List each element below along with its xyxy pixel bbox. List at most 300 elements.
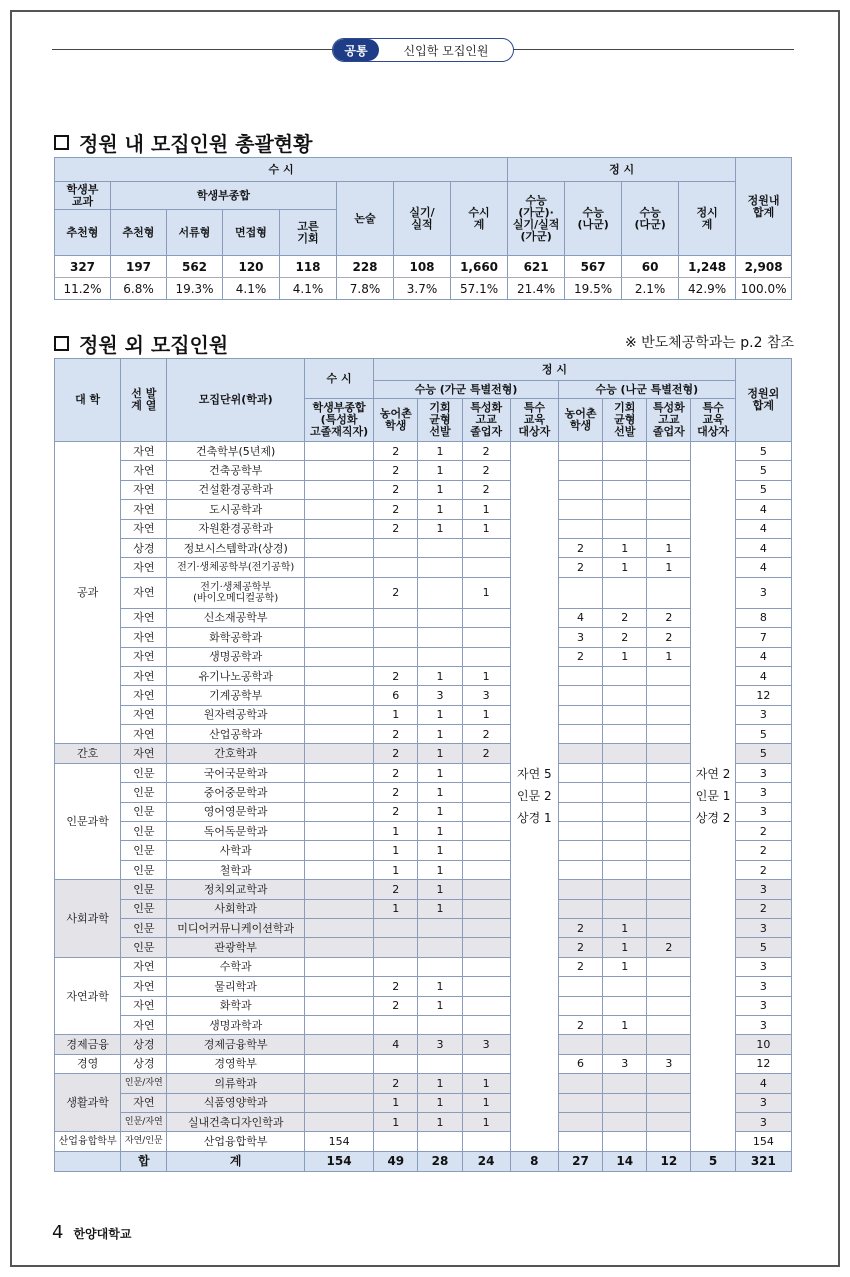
- ga-nong-cell: [374, 1015, 418, 1034]
- ga-teuk-cell: [462, 763, 510, 782]
- row-total-cell: 4: [735, 558, 791, 577]
- section2-title-text: 정원 외 모집인원: [79, 333, 229, 357]
- susi-cell: [304, 957, 373, 976]
- total-gg: 28: [418, 1151, 462, 1171]
- susi-cell: [304, 938, 373, 957]
- ga-gihoe-cell: [418, 938, 462, 957]
- na-nong-cell: [558, 1132, 602, 1151]
- na-gihoe-cell: [603, 822, 647, 841]
- susi-cell: [304, 647, 373, 666]
- total-label-1: [55, 1151, 121, 1171]
- na-teuk-cell: [647, 802, 691, 821]
- ga-gihoe-cell: 1: [418, 705, 462, 724]
- na-teuk-cell: 1: [647, 538, 691, 557]
- ga-nong-cell: 2: [374, 480, 418, 499]
- row-total-cell: 12: [735, 1054, 791, 1073]
- na-teuk-cell: 2: [647, 628, 691, 647]
- ga-teuk-cell: [462, 783, 510, 802]
- na-nong-cell: 2: [558, 647, 602, 666]
- na-nong-cell: [558, 1074, 602, 1093]
- summary-percent: 7.8%: [337, 278, 394, 300]
- gyogwa-header: 학생부 교과: [55, 182, 111, 210]
- table-row: [55, 802, 792, 821]
- ga-teuk-cell: [462, 822, 510, 841]
- na-teuk-cell: [647, 705, 691, 724]
- ga-teuk-cell: 1: [462, 1093, 510, 1112]
- row-total-cell: 12: [735, 686, 791, 705]
- summary-value: 118: [280, 256, 337, 278]
- unit-cell: 미디어커뮤니케이션학과: [167, 918, 305, 937]
- summary-table: [54, 157, 792, 300]
- unit-cell: 산업융합학부: [167, 1132, 305, 1151]
- na-gihoe-header: 기회 균형 선발: [603, 399, 647, 442]
- na-nong-cell: [558, 500, 602, 519]
- na-nong-cell: [558, 577, 602, 608]
- ga-nong-cell: [374, 628, 418, 647]
- susi-cell: [304, 763, 373, 782]
- table-row: [55, 996, 792, 1015]
- summary-percent: 3.7%: [394, 278, 451, 300]
- ga-gihoe-cell: 1: [418, 461, 462, 480]
- ga-teuk-cell: [462, 1054, 510, 1073]
- na-teuksu-header: 특수 교육 대상자: [691, 399, 735, 442]
- outside-total-header: 정원외 합계: [735, 359, 791, 442]
- ga-teuk-cell: [462, 628, 510, 647]
- table-row: [55, 957, 792, 976]
- unit-cell: 실내건축디자인학과: [167, 1112, 305, 1131]
- summary-percent: 11.2%: [55, 278, 111, 300]
- table-row: [55, 558, 792, 577]
- susi-cell: [304, 918, 373, 937]
- ga-teuk-cell: [462, 977, 510, 996]
- ga-nong-cell: 1: [374, 1112, 418, 1131]
- na-teuk-cell: [647, 996, 691, 1015]
- row-total-cell: 3: [735, 783, 791, 802]
- section2-note: ※ 반도체공학과는 p.2 참조: [624, 335, 794, 351]
- unit-cell: 식품영양학과: [167, 1093, 305, 1112]
- summary-value: 1,248: [679, 256, 736, 278]
- na-gihoe-cell: [603, 977, 647, 996]
- summary-value: 621: [508, 256, 565, 278]
- ga-nong-cell: 4: [374, 1035, 418, 1054]
- track-cell: 인문: [121, 938, 167, 957]
- chucheon-header-1: 추천형: [55, 210, 111, 256]
- na-nong-cell: 6: [558, 1054, 602, 1073]
- college-cell: 간호: [55, 744, 121, 763]
- na-nong-cell: [558, 880, 602, 899]
- na-nong-cell: 3: [558, 628, 602, 647]
- goreun-header: 고른 기회: [280, 210, 337, 256]
- na-teuk-cell: [647, 461, 691, 480]
- college-cell: 경제금융: [55, 1035, 121, 1054]
- ga-nong-cell: 2: [374, 744, 418, 763]
- unit-cell: 관광학부: [167, 938, 305, 957]
- na-teuk-cell: [647, 1093, 691, 1112]
- ga-teuk-cell: [462, 841, 510, 860]
- row-total-cell: 154: [735, 1132, 791, 1151]
- table-row: [55, 938, 792, 957]
- ga-gihoe-cell: [418, 608, 462, 627]
- row-total-cell: 4: [735, 666, 791, 685]
- ga-gihoe-cell: 1: [418, 899, 462, 918]
- ga-teuk-cell: 1: [462, 666, 510, 685]
- ga-nong-cell: 2: [374, 996, 418, 1015]
- unit-cell: 건축학부(5년제): [167, 442, 305, 461]
- na-nong-cell: [558, 519, 602, 538]
- ga-nong-cell: 2: [374, 666, 418, 685]
- susi-total-header: 수시 계: [451, 182, 508, 256]
- row-total-cell: 4: [735, 500, 791, 519]
- track-cell: 인문: [121, 822, 167, 841]
- ga-gihoe-cell: [418, 957, 462, 976]
- row-total-cell: 5: [735, 938, 791, 957]
- college-cell: 생활과학: [55, 1074, 121, 1132]
- na-nong-cell: [558, 783, 602, 802]
- track-cell: 자연: [121, 519, 167, 538]
- susi-cell: [304, 841, 373, 860]
- na-gihoe-cell: [603, 1132, 647, 1151]
- ga-gihoe-cell: [418, 577, 462, 608]
- ga-teuk-cell: 1: [462, 1074, 510, 1093]
- na-gihoe-cell: [603, 996, 647, 1015]
- jeongsi-header-2: 정 시: [374, 359, 736, 381]
- track-cell: 자연: [121, 647, 167, 666]
- ga-teuk-header: 특성화 고교 졸업자: [462, 399, 510, 442]
- ga-gihoe-cell: 3: [418, 1035, 462, 1054]
- susi-cell: [304, 822, 373, 841]
- inside-total-header: 정원내 합계: [736, 158, 792, 256]
- na-teuk-cell: [647, 841, 691, 860]
- na-nong-cell: [558, 666, 602, 685]
- ga-nong-cell: 2: [374, 802, 418, 821]
- ga-gihoe-cell: [418, 558, 462, 577]
- table-row: [55, 480, 792, 499]
- ga-gihoe-cell: [418, 918, 462, 937]
- na-nong-cell: 2: [558, 1015, 602, 1034]
- row-total-cell: 5: [735, 461, 791, 480]
- table-row: [55, 1035, 792, 1054]
- susi-cell: [304, 1112, 373, 1131]
- susi-cell: [304, 461, 373, 480]
- ga-special-header: 수능 (가군 특별전형): [374, 381, 559, 399]
- unit-cell: 유기나노공학과: [167, 666, 305, 685]
- ga-teuk-cell: [462, 802, 510, 821]
- ga-gihoe-cell: [418, 628, 462, 647]
- seoryu-header: 서류형: [167, 210, 223, 256]
- table-row: [55, 461, 792, 480]
- na-gihoe-cell: [603, 686, 647, 705]
- na-gihoe-cell: [603, 763, 647, 782]
- summary-value: 60: [622, 256, 679, 278]
- ga-teuk-cell: [462, 608, 510, 627]
- unit-cell: 사회학과: [167, 899, 305, 918]
- na-gihoe-cell: 1: [603, 918, 647, 937]
- total-ng: 14: [603, 1151, 647, 1171]
- ga-gihoe-cell: 1: [418, 977, 462, 996]
- college-cell: 자연과학: [55, 957, 121, 1035]
- track-cell: 자연: [121, 558, 167, 577]
- ga-gihoe-header: 기회 균형 선발: [418, 399, 462, 442]
- row-total-cell: 4: [735, 1074, 791, 1093]
- na-nong-cell: [558, 442, 602, 461]
- table-row: [55, 1015, 792, 1034]
- ga-nong-cell: 1: [374, 822, 418, 841]
- row-total-cell: 2: [735, 860, 791, 879]
- ga-teuk-cell: 1: [462, 705, 510, 724]
- na-gihoe-cell: 1: [603, 647, 647, 666]
- row-total-cell: 3: [735, 802, 791, 821]
- na-teuk-cell: [647, 1132, 691, 1151]
- ga-gihoe-cell: 1: [418, 763, 462, 782]
- na-teuk-cell: [647, 822, 691, 841]
- summary-percent: 100.0%: [736, 278, 792, 300]
- unit-cell: 생명공학과: [167, 647, 305, 666]
- unit-cell: 의류학과: [167, 1074, 305, 1093]
- na-teuk-cell: 2: [647, 608, 691, 627]
- row-total-cell: 2: [735, 822, 791, 841]
- total-tot: 321: [735, 1151, 791, 1171]
- ga-teuk-cell: [462, 558, 510, 577]
- summary-value: 2,908: [736, 256, 792, 278]
- ga-teuk-cell: [462, 538, 510, 557]
- summary-percent: 19.5%: [565, 278, 622, 300]
- na-teuk-cell: 3: [647, 1054, 691, 1073]
- ga-gihoe-cell: [418, 1015, 462, 1034]
- na-nong-cell: 2: [558, 938, 602, 957]
- track-cell: 자연: [121, 996, 167, 1015]
- college-cell: 인문과학: [55, 763, 121, 879]
- outside-quota-body: [55, 442, 792, 1172]
- table-row: [55, 841, 792, 860]
- table-row: [55, 577, 792, 608]
- ga-nong-cell: 2: [374, 1074, 418, 1093]
- susi-cell: [304, 608, 373, 627]
- ga-gihoe-cell: 1: [418, 822, 462, 841]
- ga-nong-cell: 1: [374, 860, 418, 879]
- row-total-cell: 4: [735, 538, 791, 557]
- ga-gihoe-cell: 3: [418, 686, 462, 705]
- susi-cell: [304, 686, 373, 705]
- ga-nong-header: 농어촌 학생: [374, 399, 418, 442]
- unit-cell: 사학과: [167, 841, 305, 860]
- checkbox-square-icon: [54, 336, 69, 351]
- total-gt: 24: [462, 1151, 510, 1171]
- total-nn: 27: [558, 1151, 602, 1171]
- summary-value: 562: [167, 256, 223, 278]
- track-cell: 자연: [121, 577, 167, 608]
- ga-teuk-cell: 3: [462, 1035, 510, 1054]
- na-gihoe-cell: [603, 666, 647, 685]
- unit-cell: 국어국문학과: [167, 763, 305, 782]
- susi-cell: [304, 783, 373, 802]
- susi-cell: [304, 996, 373, 1015]
- na-gihoe-cell: 1: [603, 957, 647, 976]
- ga-teuk-cell: [462, 918, 510, 937]
- na-teuk-cell: [647, 577, 691, 608]
- track-cell: 인문: [121, 802, 167, 821]
- ga-teuk-cell: [462, 1015, 510, 1034]
- ga-gihoe-cell: 1: [418, 725, 462, 744]
- table-row: [55, 666, 792, 685]
- susi-cell: [304, 860, 373, 879]
- table-row: [55, 442, 792, 461]
- na-nong-cell: [558, 996, 602, 1015]
- track-cell: 상경: [121, 1054, 167, 1073]
- na-teuk-cell: [647, 666, 691, 685]
- na-teuk-cell: [647, 860, 691, 879]
- college-cell: 경영: [55, 1054, 121, 1073]
- track-cell: 인문/자연: [121, 1074, 167, 1093]
- na-teuk-cell: [647, 957, 691, 976]
- ga-teuk-cell: 2: [462, 744, 510, 763]
- summary-percent: 42.9%: [679, 278, 736, 300]
- ga-teuk-cell: [462, 938, 510, 957]
- na-gihoe-cell: [603, 705, 647, 724]
- ga-nong-cell: 1: [374, 705, 418, 724]
- table-row: [55, 880, 792, 899]
- na-gihoe-cell: [603, 1035, 647, 1054]
- na-teuk-cell: [647, 880, 691, 899]
- unit-cell: 물리학과: [167, 977, 305, 996]
- ga-teuk-cell: [462, 880, 510, 899]
- section1-title-text: 정원 내 모집인원 총괄현황: [79, 132, 313, 156]
- ga-nong-cell: [374, 558, 418, 577]
- summary-percent: 2.1%: [622, 278, 679, 300]
- susi-cell: [304, 744, 373, 763]
- na-nong-cell: [558, 802, 602, 821]
- unit-cell: 간호학과: [167, 744, 305, 763]
- na-gihoe-cell: [603, 725, 647, 744]
- college-header: 대 학: [55, 359, 121, 442]
- ga-gihoe-cell: 1: [418, 666, 462, 685]
- unit-cell: 자원환경공학과: [167, 519, 305, 538]
- na-gihoe-cell: [603, 442, 647, 461]
- row-total-cell: 3: [735, 1093, 791, 1112]
- header-tag: 공통: [333, 39, 379, 61]
- track-cell: 자연: [121, 957, 167, 976]
- total-nt: 12: [647, 1151, 691, 1171]
- na-nong-cell: [558, 1093, 602, 1112]
- ga-nong-cell: 2: [374, 461, 418, 480]
- total-ns: 5: [691, 1151, 735, 1171]
- ga-header: 수능 (가군)· 실기/실적 (가군): [508, 182, 565, 256]
- track-cell: 인문: [121, 763, 167, 782]
- unit-cell: 산업공학과: [167, 725, 305, 744]
- row-total-cell: 3: [735, 1112, 791, 1131]
- na-gihoe-cell: [603, 577, 647, 608]
- ga-nong-cell: 1: [374, 841, 418, 860]
- susi-cell: [304, 442, 373, 461]
- college-cell: 사회과학: [55, 880, 121, 958]
- summary-value: 327: [55, 256, 111, 278]
- total-gs: 8: [510, 1151, 558, 1171]
- ga-teuk-cell: [462, 647, 510, 666]
- row-total-cell: 10: [735, 1035, 791, 1054]
- ga-nong-cell: 2: [374, 442, 418, 461]
- na-nong-cell: 2: [558, 558, 602, 577]
- ga-nong-cell: 2: [374, 577, 418, 608]
- ga-gihoe-cell: 1: [418, 1093, 462, 1112]
- jeongsi-header: 정 시: [508, 158, 736, 182]
- na-gihoe-cell: 2: [603, 628, 647, 647]
- susi-header-2: 수 시: [304, 359, 373, 399]
- table-row: [55, 918, 792, 937]
- summary-values-row: [55, 256, 792, 278]
- row-total-cell: 5: [735, 725, 791, 744]
- table-row: [55, 647, 792, 666]
- table-row: [55, 860, 792, 879]
- track-cell: 자연: [121, 442, 167, 461]
- na-teuk-cell: [647, 1035, 691, 1054]
- susi-cell: [304, 1093, 373, 1112]
- na-gihoe-cell: [603, 841, 647, 860]
- susi-cell: [304, 977, 373, 996]
- ga-nong-cell: 2: [374, 763, 418, 782]
- unit-cell: 원자력공학과: [167, 705, 305, 724]
- track-cell: 자연: [121, 480, 167, 499]
- susi-cell: [304, 899, 373, 918]
- row-total-cell: 4: [735, 519, 791, 538]
- na-nong-cell: [558, 725, 602, 744]
- na-nong-cell: [558, 841, 602, 860]
- na-teuk-cell: [647, 519, 691, 538]
- susi-sub-header: 학생부종합 (특성화 고졸재직자): [304, 399, 373, 442]
- na-gihoe-cell: 1: [603, 538, 647, 557]
- na-special-header: 수능 (나군 특별전형): [558, 381, 735, 399]
- track-cell: 자연: [121, 628, 167, 647]
- ga-gihoe-cell: 1: [418, 841, 462, 860]
- myeonjeop-header: 면접형: [223, 210, 280, 256]
- ga-teuk-cell: [462, 899, 510, 918]
- summary-percent: 4.1%: [223, 278, 280, 300]
- track-cell: 자연: [121, 725, 167, 744]
- unit-cell: 경영학부: [167, 1054, 305, 1073]
- table-row: [55, 608, 792, 627]
- ga-teuk-cell: 1: [462, 500, 510, 519]
- college-cell: 공과: [55, 442, 121, 744]
- ga-nong-cell: [374, 647, 418, 666]
- total-label-3: 계: [167, 1151, 305, 1171]
- susi-cell: [304, 880, 373, 899]
- na-gihoe-cell: [603, 480, 647, 499]
- jonghap-header: 학생부종합: [111, 182, 337, 210]
- ga-teuk-cell: 1: [462, 577, 510, 608]
- summary-percent: 21.4%: [508, 278, 565, 300]
- row-total-cell: 7: [735, 628, 791, 647]
- ga-gihoe-cell: [418, 1054, 462, 1073]
- susi-cell: [304, 577, 373, 608]
- total-label-2: 합: [121, 1151, 167, 1171]
- ga-gihoe-cell: 1: [418, 744, 462, 763]
- na-teuk-cell: [647, 918, 691, 937]
- track-cell: 상경: [121, 538, 167, 557]
- susi-header: 수 시: [55, 158, 508, 182]
- ga-gihoe-cell: [418, 647, 462, 666]
- ga-teuk-cell: 1: [462, 519, 510, 538]
- unit-cell: 정보시스템학과(상경): [167, 538, 305, 557]
- table-row: [55, 822, 792, 841]
- na-nong-cell: [558, 977, 602, 996]
- na-teuk-header: 특성화 고교 졸업자: [647, 399, 691, 442]
- na-teuk-cell: [647, 783, 691, 802]
- header-label: 신입학 모집인원: [403, 43, 489, 58]
- summary-percent: 4.1%: [280, 278, 337, 300]
- na-gihoe-cell: [603, 744, 647, 763]
- ga-teuksu-cell: 자연 5 인문 2 상경 1: [510, 442, 558, 1152]
- na-teuk-cell: [647, 763, 691, 782]
- na-teuk-cell: [647, 500, 691, 519]
- chucheon-header-2: 추천형: [111, 210, 167, 256]
